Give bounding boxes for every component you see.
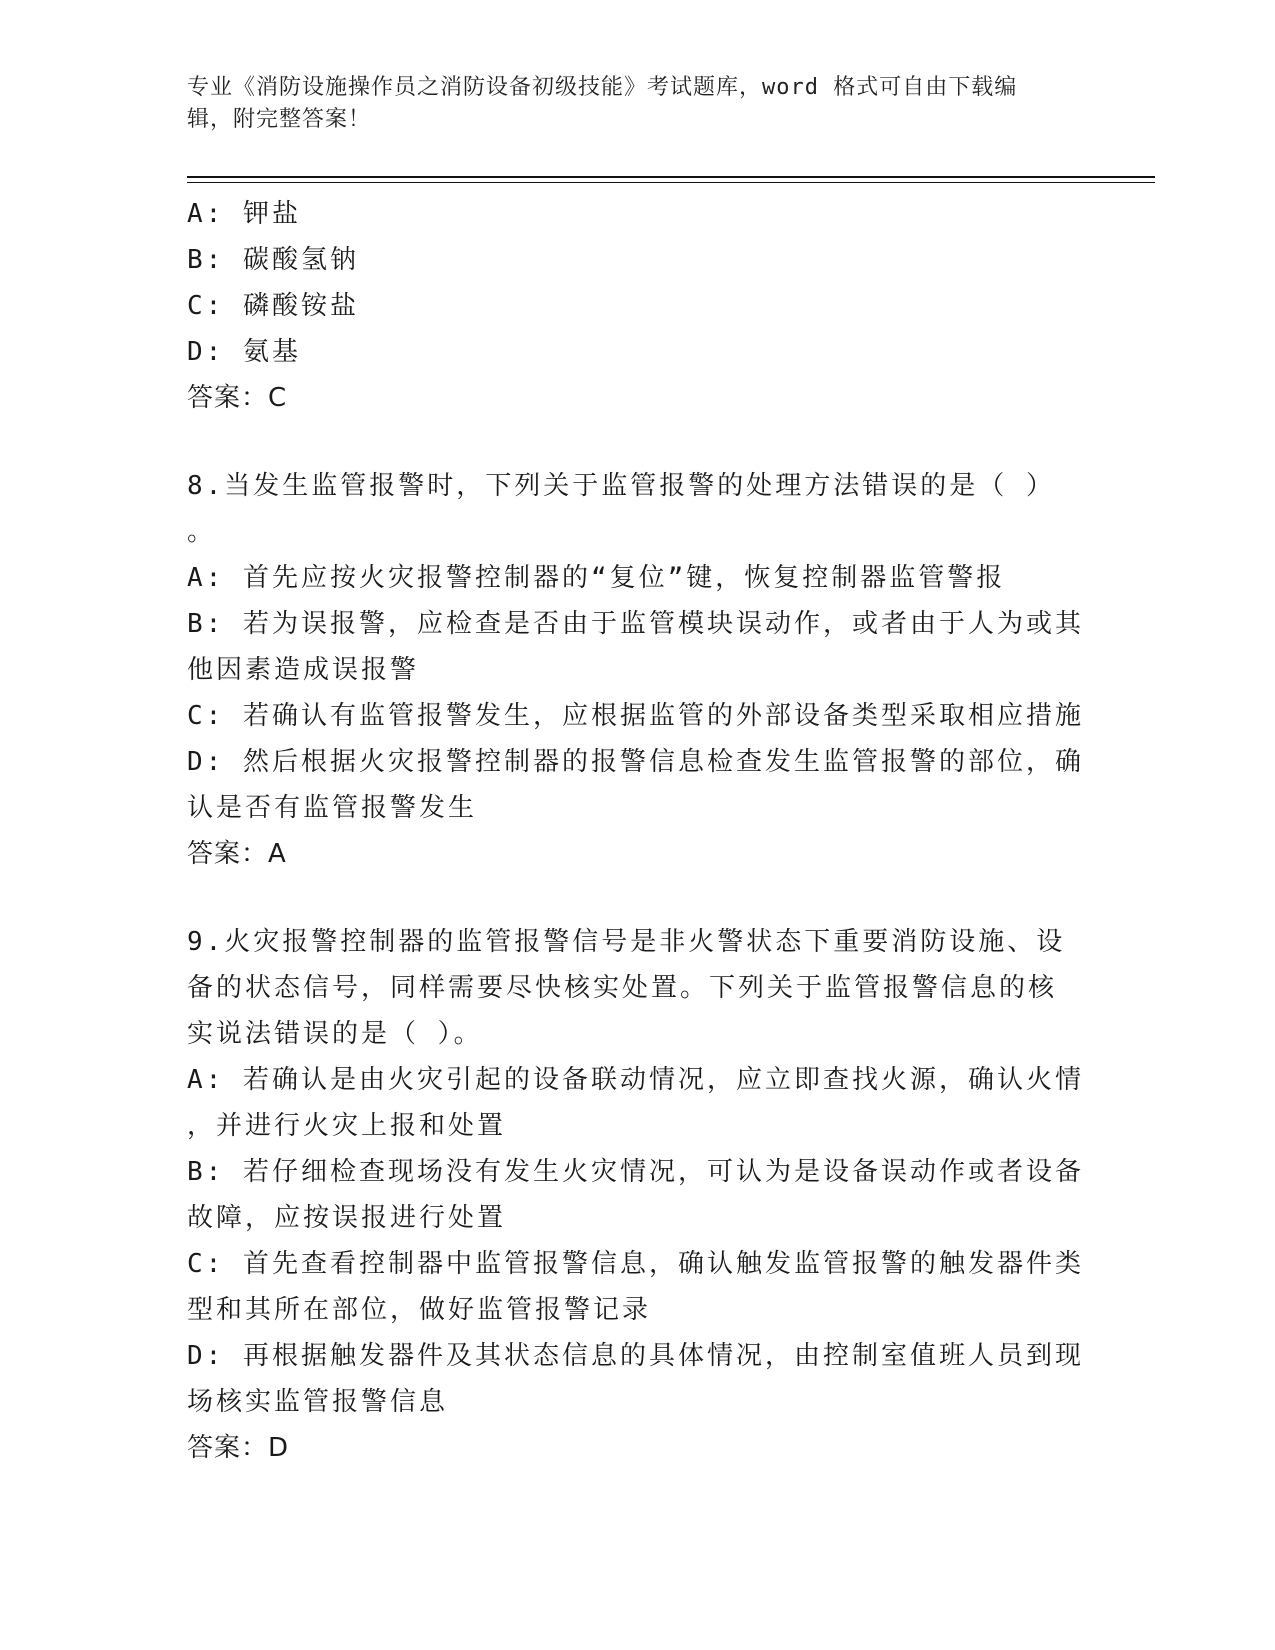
question-7 <box>187 191 1077 421</box>
q9-stem-line-1: 9.火灾报警控制器的监管报警信号是非火警状态下重要消防设施、设 <box>187 927 1066 957</box>
q9-option-c-line-2: 型和其所在部位，做好监管报警记录 <box>187 1295 652 1325</box>
q9-stem-line-2: 备的状态信号，同样需要尽快核实处置。下列关于监管报警信息的核 <box>187 973 1058 1003</box>
question-8 <box>187 463 1084 877</box>
q9-option-d-line-2: 场核实监管报警信息 <box>187 1387 449 1417</box>
q9-option-c-line-1: C: 首先查看控制器中监管报警信息，确认触发监管报警的触发器件类 <box>187 1249 1084 1279</box>
q9-option-a-line-1: A: 若确认是由火灾引起的设备联动情况，应立即查找火源，确认火情 <box>187 1065 1084 1095</box>
q8-option-c: C: 若确认有监管报警发生，应根据监管的外部设备类型采取相应措施 <box>187 701 1084 731</box>
header-line-2: 辑，附完整答案！ <box>187 107 372 132</box>
q8-option-a: A: 首先应按火灾报警控制器的“复位”键，恢复控制器监管警报 <box>187 563 1006 593</box>
q8-option-d-line-2: 认是否有监管报警发生 <box>187 793 478 823</box>
header-divider-thick <box>187 176 1155 178</box>
q7-option-d: D: 氨基 <box>187 337 301 367</box>
question-content <box>187 191 1084 1471</box>
q9-answer: 答案：D <box>187 1433 290 1463</box>
q8-option-b-line-1: B: 若为误报警，应检查是否由于监管模块误动作，或者由于人为或其 <box>187 609 1084 639</box>
header-divider-thin <box>187 182 1155 183</box>
q9-option-b-line-1: B: 若仔细检查现场没有发生火灾情况，可认为是设备误动作或者设备 <box>187 1157 1084 1187</box>
header-line-1: 专业《消防设施操作员之消防设备初级技能》考试题库，word 格式可自由下载编 <box>187 75 1018 100</box>
q8-option-d-line-1: D: 然后根据火灾报警控制器的报警信息检查发生监管报警的部位，确 <box>187 747 1084 777</box>
q9-option-a-line-2: ，并进行火灾上报和处置 <box>187 1111 507 1141</box>
q8-stem-line-2: 。 <box>187 517 217 547</box>
q7-option-b: B: 碳酸氢钠 <box>187 245 359 275</box>
q9-option-b-line-2: 故障，应按误报进行处置 <box>187 1203 507 1233</box>
q7-answer: 答案：C <box>187 383 288 413</box>
q8-answer: 答案：A <box>187 839 287 869</box>
document-header <box>187 72 1067 136</box>
q8-stem-line-1: 8.当发生监管报警时，下列关于监管报警的处理方法错误的是（ ） <box>187 471 1055 501</box>
q7-option-c: C: 磷酸铵盐 <box>187 291 359 321</box>
q7-option-a: A: 钾盐 <box>187 199 301 229</box>
q9-stem-line-3: 实说法错误的是（ ）。 <box>187 1019 483 1049</box>
question-9 <box>187 919 1084 1471</box>
q8-option-b-line-2: 他因素造成误报警 <box>187 655 420 685</box>
q9-option-d-line-1: D: 再根据触发器件及其状态信息的具体情况，由控制室值班人员到现 <box>187 1341 1084 1371</box>
